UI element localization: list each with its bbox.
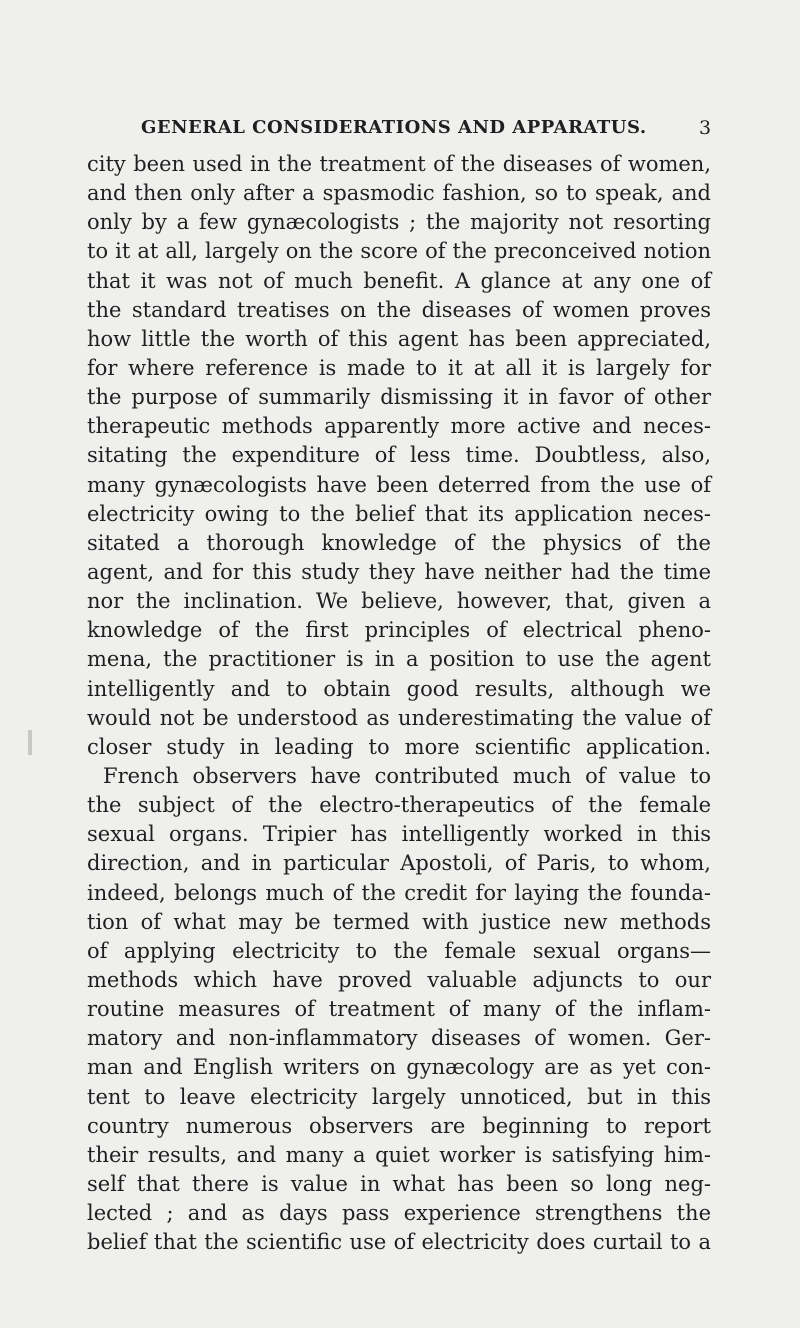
text-line: the subject of the electro-therapeutics of the female (87, 793, 711, 818)
text-line: electricity owing to the belief that its application neces- (87, 501, 711, 526)
text-line: the standard treatises on the diseases of women proves (87, 297, 711, 322)
text-line: indeed, belongs much of the credit for laying the founda- (87, 880, 711, 905)
text-line: that it was not of much benefit. A glance at any one of (87, 268, 711, 293)
text-line: of applying electricity to the female sexual organs— (87, 938, 711, 963)
text-line: knowledge of the first principles of electrical pheno- (87, 618, 711, 643)
text-line: lected ; and as days pass experience strengthens the (87, 1201, 711, 1226)
text-line: would not be understood as underestimating the value of (87, 705, 711, 730)
page-number: 3 (699, 117, 712, 139)
text-line: agent, and for this study they have neither had the time (87, 559, 711, 584)
text-line: tion of what may be termed with justice new methods (87, 909, 711, 934)
text-line: their results, and many a quiet worker is satisfying him- (87, 1142, 711, 1167)
text-line: for where reference is made to it at all it is largely for (87, 355, 711, 380)
text-line: country numerous observers are beginning to report (87, 1113, 711, 1138)
text-line: direction, and in particular Apostoli, of Paris, to whom, (87, 851, 711, 876)
paper-mark (28, 730, 32, 755)
running-head: GENERAL CONSIDERATIONS AND APPARATUS. (141, 117, 647, 138)
text-line: closer study in leading to more scientific application. (87, 734, 711, 759)
page-header (0, 117, 800, 139)
text-line: nor the inclination. We believe, however, that, given a (87, 589, 711, 614)
text-line: methods which have proved valuable adjuncts to our (87, 967, 711, 992)
text-line: the purpose of summarily dismissing it in favor of other (87, 385, 711, 410)
text-line: tent to leave electricity largely unnoticed, but in this (87, 1084, 711, 1109)
text-line: sexual organs. Tripier has intelligently worked in this (87, 822, 711, 847)
text-line: and then only after a spasmodic fashion, so to speak, and (87, 181, 711, 206)
text-line: matory and non-inflammatory diseases of women. Ger- (87, 1026, 711, 1051)
text-line: intelligently and to obtain good results, although we (87, 676, 711, 701)
text-line: sitating the expenditure of less time. Doubtless, also, (87, 443, 711, 468)
text-line: self that there is value in what has been so long neg- (87, 1171, 711, 1196)
text-line: sitated a thorough knowledge of the physics of the (87, 530, 711, 555)
text-line: therapeutic methods apparently more active and neces- (87, 414, 711, 439)
text-line: belief that the scientific use of electricity does curtail to a (87, 1230, 711, 1255)
text-line: city been used in the treatment of the diseases of women, (87, 152, 711, 176)
text-line: how little the worth of this agent has been appreciated, (87, 326, 711, 351)
text-line: man and English writers on gynæcology are as yet con- (87, 1055, 711, 1080)
text-line: many gynæcologists have been deterred from the use of (87, 472, 711, 497)
text-line: routine measures of treatment of many of the inflam- (87, 997, 711, 1022)
body-text (87, 150, 711, 1257)
text-line: to it at all, largely on the score of the preconceived notion (87, 239, 711, 264)
text-line: only by a few gynæcologists ; the majority not resorting (87, 210, 711, 235)
paragraph-start-line: French observers have contributed much of value to (103, 763, 711, 788)
text-line: mena, the practitioner is in a position to use the agent (87, 647, 711, 672)
